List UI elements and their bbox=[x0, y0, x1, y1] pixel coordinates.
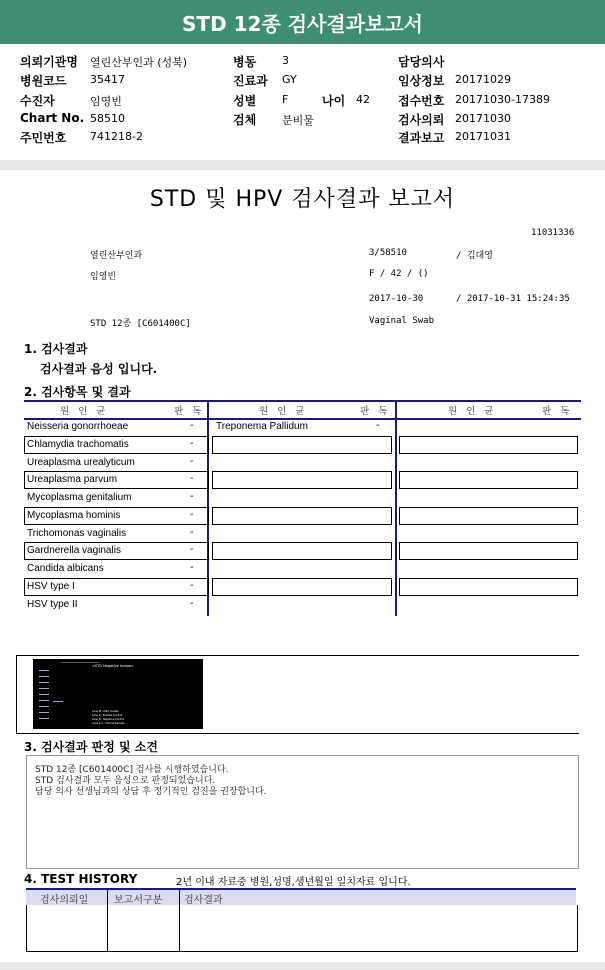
pathogen-result: - bbox=[376, 420, 380, 431]
column-divider bbox=[107, 888, 108, 951]
pathogen-name: Gardnerella vaginalis bbox=[27, 545, 121, 556]
column-divider bbox=[395, 400, 397, 616]
info-label: 임상정보 bbox=[398, 74, 445, 88]
gel-legend-line: Lane P : Positive Control bbox=[92, 714, 123, 717]
gel-legend-line: Lane M : DNA marker bbox=[92, 710, 119, 713]
table-row bbox=[212, 436, 392, 454]
opinion-box bbox=[26, 755, 579, 869]
image-area-left-rule bbox=[16, 655, 17, 733]
info-value: 35417 bbox=[90, 73, 125, 86]
pathogen-name: HSV type I bbox=[27, 581, 75, 592]
pathogen-name: Ureaplasma parvum bbox=[27, 474, 118, 485]
info-value: 20171029 bbox=[455, 73, 511, 86]
table-row bbox=[212, 542, 392, 560]
info-value: 58510 bbox=[90, 112, 125, 125]
table-row bbox=[212, 471, 392, 489]
table-row bbox=[399, 542, 578, 560]
info-value: 20171030-17389 bbox=[455, 93, 550, 106]
table-row bbox=[399, 578, 578, 596]
info-value: 42 bbox=[356, 93, 370, 106]
opinion-line: 담당 의사 선생님과의 상담 후 정기적인 검진을 권장합니다. bbox=[35, 787, 267, 797]
result-summary: 검사결과 음성 입니다. bbox=[40, 362, 158, 376]
pathogen-result: - bbox=[190, 544, 194, 555]
pathogen-name: Candida albicans bbox=[27, 563, 104, 574]
section-heading: 2. 검사항목 및 결과 bbox=[24, 385, 131, 399]
info-label: Chart No. bbox=[20, 111, 85, 125]
pathogen-name: Treponema Pallidum bbox=[216, 421, 308, 432]
pathogen-result: - bbox=[190, 580, 194, 591]
info-value: 3 bbox=[282, 54, 289, 67]
report-header-title: STD 12종 검사결과보고서 bbox=[0, 0, 605, 44]
col-pathogen-header: 원 인 균 bbox=[259, 406, 308, 417]
info-label: 담당의사 bbox=[398, 55, 445, 69]
info-label: 검사의뢰 bbox=[398, 113, 445, 127]
info-label: 검체 bbox=[233, 113, 257, 127]
col-judge-header: 판 독 bbox=[360, 406, 391, 417]
received-date: 2017-10-30 bbox=[369, 294, 424, 304]
table-row bbox=[399, 507, 578, 525]
gel-image-caption: <STD Negative Image> bbox=[92, 664, 134, 668]
info-label: 수진자 bbox=[20, 94, 55, 108]
table-row bbox=[399, 436, 578, 454]
opinion-line: STD 12종 [C601400C] 검사를 시행하였습니다. bbox=[35, 765, 229, 775]
col-pathogen-header: 원 인 균 bbox=[448, 406, 497, 417]
pathogen-result: - bbox=[190, 420, 194, 431]
patient-info-block bbox=[0, 44, 605, 160]
pathogen-result: - bbox=[190, 509, 194, 520]
info-label: 병동 bbox=[233, 55, 257, 69]
table-row bbox=[399, 471, 578, 489]
lane-labels bbox=[61, 662, 99, 663]
image-area-top-rule bbox=[16, 655, 579, 656]
info-label: 병원코드 bbox=[20, 74, 67, 88]
col-judge-header: 판 독 bbox=[174, 406, 205, 417]
section-divider bbox=[0, 962, 605, 970]
pathogen-result: - bbox=[190, 491, 194, 502]
info-value: F bbox=[282, 93, 289, 106]
hospital-name: 열린산부인과 bbox=[90, 251, 143, 261]
test-code: STD 12종 [C601400C] bbox=[90, 319, 191, 329]
section-divider bbox=[0, 160, 605, 170]
patient-name: 임영빈 bbox=[90, 272, 117, 282]
pathogen-result: - bbox=[190, 562, 194, 573]
pathogen-name: Mycoplasma hominis bbox=[27, 510, 121, 521]
pathogen-result: - bbox=[190, 598, 194, 609]
pathogen-result: - bbox=[190, 473, 194, 484]
positive-control-band bbox=[53, 701, 63, 702]
section-heading: 4. TEST HISTORY bbox=[24, 872, 138, 886]
pathogen-result: - bbox=[190, 456, 194, 467]
pathogen-name: Ureaplasma urealyticum bbox=[27, 457, 135, 468]
pathogen-name: Mycoplasma genitalium bbox=[27, 492, 132, 503]
col-judge-header: 판 독 bbox=[542, 406, 573, 417]
info-label: 접수번호 bbox=[398, 94, 445, 108]
doctor-name: / 김대영 bbox=[456, 251, 493, 261]
col-request-date-header: 검사의뢰일 bbox=[40, 895, 89, 906]
specimen-type: Vaginal Swab bbox=[369, 316, 435, 326]
info-value: 20171030 bbox=[455, 112, 511, 125]
info-label: 진료과 bbox=[233, 74, 268, 88]
report-id: 11031336 bbox=[531, 228, 575, 238]
col-result-header: 검사결과 bbox=[184, 895, 223, 906]
info-value: 임영빈 bbox=[90, 95, 122, 108]
pathogen-name: Neisseria gonorrhoeae bbox=[27, 421, 129, 432]
pathogen-result: - bbox=[190, 527, 194, 538]
table-row bbox=[212, 507, 392, 525]
info-label: 의뢰기관명 bbox=[20, 55, 78, 69]
col-pathogen-header: 원 인 균 bbox=[60, 406, 109, 417]
chart-ref: 3/58510 bbox=[369, 248, 407, 258]
history-table-body bbox=[26, 905, 578, 952]
info-label: 성별 bbox=[233, 94, 257, 108]
sex-age: F / 42 / () bbox=[369, 269, 429, 279]
gel-legend-line: Lane N : Negative Control bbox=[92, 718, 125, 721]
table-row bbox=[212, 578, 392, 596]
history-table-header bbox=[26, 888, 576, 905]
info-value: 분비물 bbox=[282, 114, 314, 127]
info-value: 열린산부인과 (성북) bbox=[90, 56, 188, 69]
dna-marker-lane bbox=[39, 665, 49, 723]
report-title: STD 및 HPV 검사결과 보고서 bbox=[149, 187, 456, 212]
pathogen-name: HSV type II bbox=[27, 599, 78, 610]
opinion-line: STD 검사결과 모두 음성으로 판정되었습니다. bbox=[35, 776, 216, 786]
column-divider bbox=[179, 888, 180, 951]
results-table-header bbox=[24, 400, 581, 420]
pathogen-name: Chlamydia trachomatis bbox=[27, 439, 129, 450]
col-report-type-header: 보고서구분 bbox=[114, 895, 163, 906]
info-value: 20171031 bbox=[455, 130, 511, 143]
report-datetime: / 2017-10-31 15:24:35 bbox=[456, 294, 570, 304]
gel-legend-line: Lane 1-5 : Clinical Sample bbox=[92, 722, 125, 725]
info-label: 주민번호 bbox=[20, 131, 67, 145]
pathogen-result: - bbox=[190, 438, 194, 449]
image-area-bottom-rule bbox=[16, 733, 579, 734]
history-note: 2년 이내 자료중 병원,성명,생년월일 일치자료 입니다. bbox=[176, 877, 411, 888]
pathogen-name: Trichomonas vaginalis bbox=[27, 528, 127, 539]
section-heading: 3. 검사결과 판정 및 소견 bbox=[24, 740, 158, 754]
info-label: 나이 bbox=[322, 94, 346, 108]
info-label: 결과보고 bbox=[398, 131, 445, 145]
section-heading: 1. 검사결과 bbox=[24, 342, 88, 356]
info-value: 741218-2 bbox=[90, 130, 143, 143]
info-value: GY bbox=[282, 73, 297, 86]
